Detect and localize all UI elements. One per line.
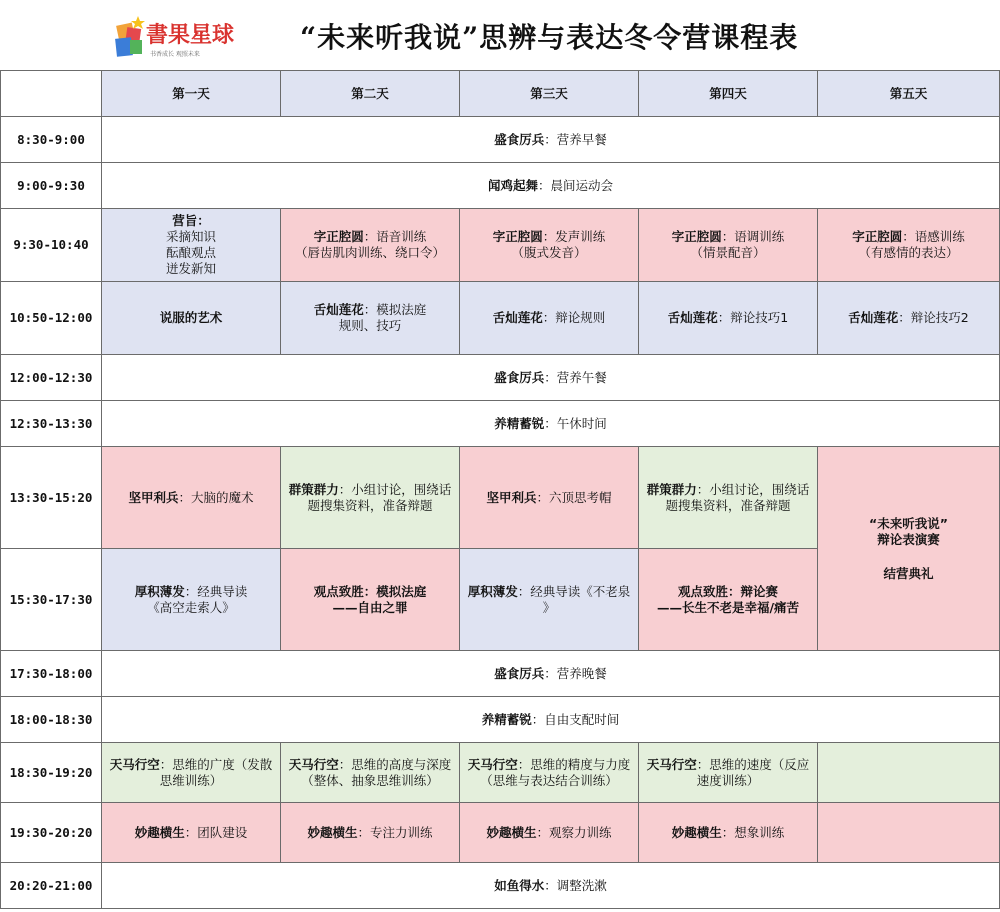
activity-sub: （思维与表达结合训练） — [480, 772, 618, 788]
time-cell: 18:30-19:20 — [1, 743, 102, 803]
table-row — [1, 163, 1000, 209]
time-cell: 18:00-18:30 — [1, 697, 102, 743]
activity-label: 字正腔圆 — [852, 229, 903, 244]
activity-text: ：营养晚餐 — [544, 665, 607, 681]
day-header-4: 第四天 — [639, 71, 818, 117]
activity-text: ：思维的广度（发散 — [159, 756, 273, 772]
activity-label: 如鱼得水 — [494, 877, 545, 893]
activity-text: ：经典导读 — [184, 583, 248, 599]
time-cell: 12:00-12:30 — [1, 355, 102, 401]
activity-text: ：营养早餐 — [544, 131, 607, 147]
course-cell — [281, 209, 460, 282]
activity-sub: 《高空走索人》 — [147, 599, 235, 615]
camp-motto-cell — [102, 209, 281, 282]
activity-label: 天马行空 — [288, 756, 339, 772]
table-row — [1, 401, 1000, 447]
course-cell — [818, 282, 1000, 355]
activity-sub: （腹式发音） — [511, 245, 587, 260]
course-cell — [818, 209, 1000, 282]
activity-text: ：语音训练 — [363, 229, 427, 244]
day-header-5: 第五天 — [818, 71, 1000, 117]
activity-label: 妙趣横生 — [486, 824, 537, 840]
activity-text: ：辩论规则 — [542, 310, 606, 325]
day-header-3: 第三天 — [460, 71, 639, 117]
time-cell: 9:30-10:40 — [1, 209, 102, 282]
activity-label: 字正腔圆 — [492, 229, 543, 244]
activity-label: 养精蓄锐 — [481, 711, 532, 727]
activity-sub: 速度训练） — [696, 772, 760, 788]
activity-label: 天马行空 — [467, 756, 518, 772]
logo-tagline: 书香成长 观照未来 — [150, 51, 200, 58]
activity-sub: （情景配音） — [690, 245, 766, 260]
activity-label: 盛食厉兵 — [494, 369, 545, 385]
activity-text: ：辩论技巧1 — [717, 310, 789, 325]
activity-sub: （有感情的表达） — [858, 245, 959, 260]
activity-label: 坚甲利兵 — [486, 489, 537, 505]
time-cell: 15:30-17:30 — [1, 549, 102, 651]
activity-label: 说服的艺术 — [159, 310, 223, 325]
course-cell — [460, 209, 639, 282]
activity-label: 观点致胜 — [313, 583, 364, 599]
activity-sub: （唇齿肌肉训练、绕口令） — [294, 245, 445, 260]
course-cell — [102, 743, 281, 803]
activity-text: ：小组讨论，围绕话 — [696, 481, 810, 497]
time-cell: 8:30-9:00 — [1, 117, 102, 163]
lunch-cell — [102, 355, 1000, 401]
table-row — [1, 209, 1000, 282]
logo-text: 書果星球 — [146, 22, 235, 48]
course-cell — [460, 803, 639, 863]
time-cell: 9:00-9:30 — [1, 163, 102, 209]
course-cell — [460, 743, 639, 803]
activity-text: ：六顶思考帽 — [536, 489, 612, 505]
activity-text: ：想象训练 — [721, 824, 785, 840]
activity-text: ：发声训练 — [542, 229, 606, 244]
activity-text: ：午休时间 — [544, 415, 607, 431]
course-cell — [639, 803, 818, 863]
activity-label: 厚积薄发 — [467, 583, 518, 599]
activity-text: ：大脑的魔术 — [178, 489, 254, 505]
exercise-cell — [102, 163, 1000, 209]
course-cell — [102, 549, 281, 651]
header-row — [1, 71, 1000, 117]
activity-label: 舌灿莲花 — [492, 310, 543, 325]
empty-cell — [818, 803, 1000, 863]
activity-text: ：辩论技巧2 — [898, 310, 969, 325]
activity-text: ：语调训练 — [721, 229, 785, 244]
activity-text: ：调整洗漱 — [544, 877, 607, 893]
activity-text: ：小组讨论，围绕话 — [338, 481, 452, 497]
table-row — [1, 117, 1000, 163]
corner-cell — [1, 71, 102, 117]
course-cell — [639, 549, 818, 651]
course-cell — [281, 743, 460, 803]
activity-text: ：团队建设 — [184, 824, 248, 840]
activity-text: ：经典导读《不老泉 — [517, 583, 631, 599]
activity-sub: 规则、技巧 — [338, 318, 402, 333]
table-row — [1, 863, 1000, 909]
finale-line: 结营典礼 — [883, 565, 934, 581]
course-cell — [281, 803, 460, 863]
time-cell: 13:30-15:20 — [1, 447, 102, 549]
dinner-cell — [102, 651, 1000, 697]
empty-cell — [818, 743, 1000, 803]
activity-label: 盛食厉兵 — [494, 131, 545, 147]
activity-label: 养精蓄锐 — [494, 415, 545, 431]
activity-label: 厚积薄发 — [134, 583, 185, 599]
activity-label: 营旨： — [172, 213, 210, 228]
wash-cell — [102, 863, 1000, 909]
activity-text: ：辩论赛 — [728, 583, 779, 599]
activity-label: 群策群力 — [646, 481, 697, 497]
activity-text: ：模拟法庭 — [363, 302, 427, 317]
table-row — [1, 743, 1000, 803]
activity-label: 字正腔圆 — [313, 229, 364, 244]
table-row — [1, 651, 1000, 697]
motto-line: 迸发新知 — [165, 261, 216, 276]
activity-sub: ——自由之罪 — [332, 599, 408, 615]
course-cell — [102, 803, 281, 863]
time-cell: 19:30-20:20 — [1, 803, 102, 863]
page-header — [0, 0, 1000, 70]
finale-line: 辩论表演赛 — [877, 531, 940, 547]
activity-text: ：思维的精度与力度 — [517, 756, 631, 772]
activity-label: 舌灿莲花 — [848, 310, 899, 325]
page-title: “未来听我说”思辨与表达冬令营课程表 — [300, 21, 799, 54]
finale-cell — [818, 447, 1000, 651]
course-cell — [639, 743, 818, 803]
time-cell: 10:50-12:00 — [1, 282, 102, 355]
table-row — [1, 282, 1000, 355]
course-cell — [281, 549, 460, 651]
course-cell — [460, 447, 639, 549]
course-cell — [102, 282, 281, 355]
activity-label: 舌灿莲花 — [667, 310, 718, 325]
activity-label: 群策群力 — [288, 481, 339, 497]
activity-sub: ——长生不老是幸福/痛苦 — [656, 599, 800, 615]
activity-text: ：观察力训练 — [536, 824, 612, 840]
activity-sub: 题搜集资料，准备辩题 — [665, 497, 791, 513]
table-row — [1, 447, 1000, 549]
course-cell — [102, 447, 281, 549]
activity-label: 妙趣横生 — [134, 824, 185, 840]
schedule-table — [0, 70, 1000, 909]
activity-text: ：营养午餐 — [544, 369, 607, 385]
table-row — [1, 697, 1000, 743]
activity-label: 闻鸡起舞 — [487, 177, 538, 193]
activity-label: 舌灿莲花 — [313, 302, 364, 317]
activity-sub: （整体、抽象思维训练） — [301, 772, 439, 788]
activity-label: 天马行空 — [109, 756, 160, 772]
activity-sub: 题搜集资料，准备辩题 — [307, 497, 433, 513]
activity-text: ：专注力训练 — [357, 824, 433, 840]
activity-label: 字正腔圆 — [671, 229, 722, 244]
time-cell: 17:30-18:00 — [1, 651, 102, 697]
course-cell — [281, 282, 460, 355]
shuguo-logo — [112, 10, 252, 62]
activity-label: 盛食厉兵 — [494, 665, 545, 681]
motto-line: 采摘知识 — [165, 229, 216, 244]
free-time-cell — [102, 697, 1000, 743]
course-cell — [460, 549, 639, 651]
activity-text: ：自由支配时间 — [531, 711, 620, 727]
activity-sub: 思维训练） — [159, 772, 223, 788]
table-row — [1, 355, 1000, 401]
activity-label: 观点致胜 — [677, 583, 728, 599]
activity-text: ：思维的高度与深度 — [338, 756, 452, 772]
activity-text: ：语感训练 — [902, 229, 965, 244]
day-header-1: 第一天 — [102, 71, 281, 117]
breakfast-cell — [102, 117, 1000, 163]
table-row — [1, 803, 1000, 863]
activity-sub: 》 — [542, 599, 556, 615]
course-cell — [639, 447, 818, 549]
activity-label: 妙趣横生 — [307, 824, 358, 840]
course-cell — [460, 282, 639, 355]
motto-line: 酝酿观点 — [165, 245, 216, 260]
activity-label: 天马行空 — [646, 756, 697, 772]
nap-cell — [102, 401, 1000, 447]
activity-label: 妙趣横生 — [671, 824, 722, 840]
finale-line: “未来听我说” — [869, 515, 948, 531]
day-header-2: 第二天 — [281, 71, 460, 117]
course-cell — [639, 209, 818, 282]
activity-text: ：模拟法庭 — [363, 583, 427, 599]
activity-text: ：晨间运动会 — [538, 177, 614, 193]
course-cell — [639, 282, 818, 355]
activity-label: 坚甲利兵 — [128, 489, 179, 505]
activity-text: ：思维的速度（反应 — [696, 756, 810, 772]
course-cell — [281, 447, 460, 549]
time-cell: 20:20-21:00 — [1, 863, 102, 909]
time-cell: 12:30-13:30 — [1, 401, 102, 447]
